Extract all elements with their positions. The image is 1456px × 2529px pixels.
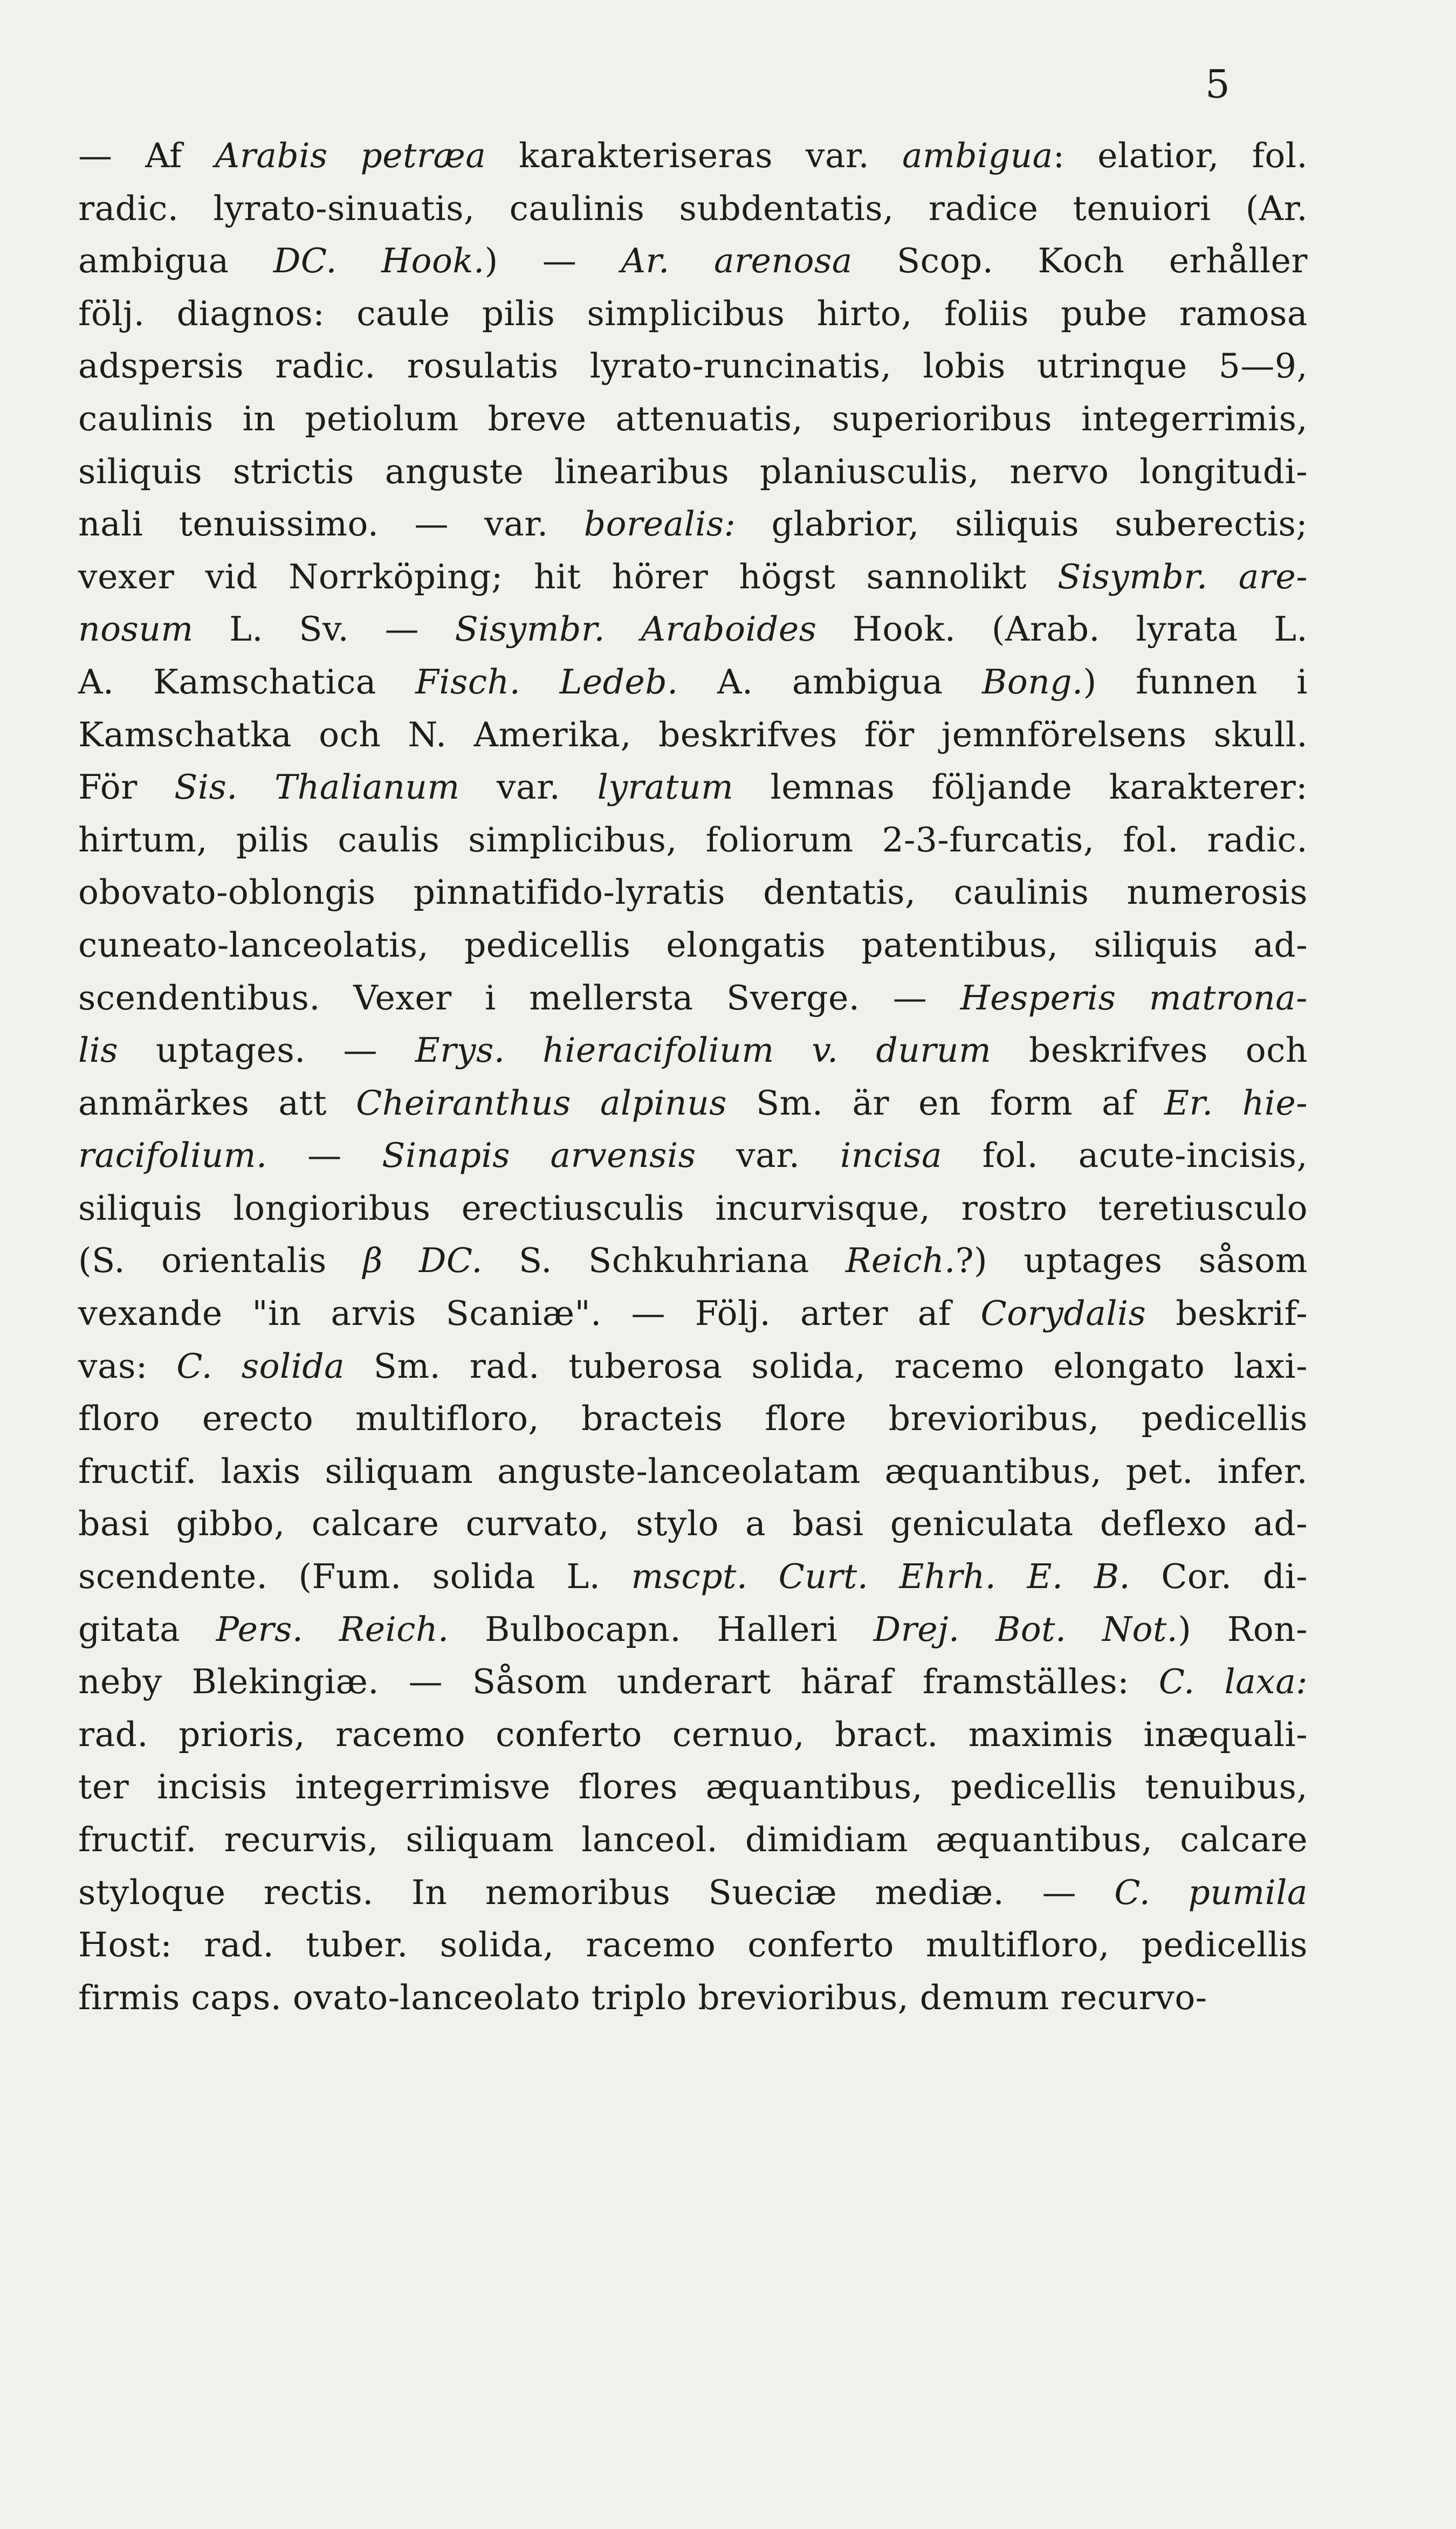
text-segment: cuneato-lanceolatis, pedicellis elongatis patentibus, siliquis ad- bbox=[78, 925, 1308, 965]
italic-text-segment: Ar. arenosa bbox=[621, 241, 853, 281]
italic-text-segment: lis bbox=[78, 1030, 119, 1070]
text-segment: Sm. är en form af bbox=[727, 1083, 1164, 1123]
text-line bbox=[78, 709, 1308, 761]
text-segment: För bbox=[78, 767, 175, 807]
text-line bbox=[78, 919, 1308, 972]
text-segment: scendentibus. Vexer i mellersta Sverge. — bbox=[78, 978, 960, 1018]
text-segment: scendente. (Fum. solida L. bbox=[78, 1557, 631, 1597]
text-segment: var. bbox=[696, 1136, 841, 1176]
text-line bbox=[78, 656, 1308, 709]
text-segment: neby Blekingiæ. — Såsom underart häraf framställes: bbox=[78, 1662, 1159, 1702]
text-segment: floro erecto multifloro, bracteis flore brevioribus, pedicellis bbox=[78, 1399, 1308, 1439]
text-segment: — Af bbox=[78, 136, 215, 175]
italic-text-segment: Cheiranthus alpinus bbox=[356, 1083, 727, 1123]
text-segment: Cor. di- bbox=[1130, 1557, 1308, 1597]
text-line bbox=[78, 1866, 1308, 1919]
text-line bbox=[78, 1655, 1308, 1708]
text-segment: vas: bbox=[78, 1346, 177, 1386]
text-segment: karakteriseras var. bbox=[486, 136, 902, 175]
text-segment: A. ambigua bbox=[678, 662, 982, 702]
text-line bbox=[78, 551, 1308, 603]
text-segment: fructif. laxis siliquam anguste-lanceolatam æquantibus, pet. infer. bbox=[78, 1451, 1308, 1491]
text-segment: Hook. (Arab. lyrata L. bbox=[816, 609, 1308, 649]
text-segment: nali tenuissimo. — var. bbox=[78, 504, 584, 544]
italic-text-segment: DC. Hook. bbox=[273, 241, 485, 281]
text-line bbox=[78, 287, 1308, 340]
text-line bbox=[78, 235, 1308, 287]
text-segment: beskrif- bbox=[1146, 1294, 1308, 1334]
text-segment: Sm. rad. tuberosa solida, racemo elongato laxi- bbox=[345, 1346, 1308, 1386]
italic-text-segment: borealis: bbox=[583, 504, 736, 544]
text-line bbox=[78, 1024, 1308, 1077]
text-line bbox=[78, 1234, 1308, 1287]
text-segment: Scop. Koch erhåller bbox=[852, 241, 1308, 281]
text-line bbox=[78, 761, 1308, 814]
italic-text-segment: Sis. Thalianum bbox=[174, 767, 460, 807]
italic-text-segment: Er. hie- bbox=[1164, 1083, 1308, 1123]
text-segment: firmis caps. ovato-lanceolato triplo brevioribus, demum recurvo- bbox=[78, 1977, 1207, 2017]
text-segment: caulinis in petiolum breve attenuatis, superioribus integerrimis, bbox=[78, 398, 1308, 438]
text-line bbox=[78, 1340, 1308, 1393]
text-line bbox=[78, 1761, 1308, 1813]
text-segment: vexande "in arvis Scaniæ". — Följ. arter af bbox=[78, 1294, 981, 1334]
text-segment: fructif. recurvis, siliquam lanceol. dimidiam æquantibus, calcare bbox=[78, 1820, 1308, 1859]
italic-text-segment: Hesperis matrona- bbox=[960, 978, 1308, 1018]
text-segment: siliquis strictis anguste linearibus planiusculis, nervo longitudi- bbox=[78, 451, 1308, 491]
text-segment: basi gibbo, calcare curvato, stylo a basi geniculata deflexo ad- bbox=[78, 1504, 1308, 1544]
italic-text-segment: mscpt. Curt. Ehrh. E. B. bbox=[631, 1557, 1131, 1597]
text-body bbox=[78, 129, 1308, 2024]
text-line bbox=[78, 814, 1308, 867]
text-line bbox=[78, 1077, 1308, 1130]
page-number: 5 bbox=[1205, 61, 1230, 107]
text-segment: gitata bbox=[78, 1609, 216, 1649]
text-line bbox=[78, 1392, 1308, 1445]
italic-text-segment: Erys. hieracifolium v. durum bbox=[415, 1030, 992, 1070]
italic-text-segment: Drej. Bot. Not. bbox=[873, 1609, 1178, 1649]
text-line bbox=[78, 1129, 1308, 1182]
text-segment: siliquis longioribus erectiusculis incurvisque, rostro teretiusculo bbox=[78, 1188, 1308, 1228]
italic-text-segment: racifolium. bbox=[78, 1136, 267, 1176]
text-segment: vexer vid Norrköping; hit hörer högst sannolikt bbox=[78, 556, 1058, 596]
italic-text-segment: Bong. bbox=[982, 662, 1083, 702]
text-segment: (S. orientalis bbox=[78, 1241, 363, 1281]
italic-text-segment: β DC. bbox=[362, 1241, 483, 1281]
text-segment: ambigua bbox=[78, 241, 273, 281]
text-line bbox=[78, 445, 1308, 498]
text-segment: beskrifves och bbox=[991, 1030, 1308, 1070]
text-line bbox=[78, 182, 1308, 235]
text-line bbox=[78, 1603, 1308, 1656]
text-line bbox=[78, 972, 1308, 1025]
text-line bbox=[78, 340, 1308, 393]
text-line bbox=[78, 1497, 1308, 1550]
text-segment: anmärkes att bbox=[78, 1083, 356, 1123]
italic-text-segment: Pers. Reich. bbox=[216, 1609, 449, 1649]
italic-text-segment: lyratum bbox=[597, 767, 734, 807]
text-line bbox=[78, 1287, 1308, 1340]
text-line bbox=[78, 866, 1308, 919]
italic-text-segment: Sisymbr. are- bbox=[1057, 556, 1308, 596]
text-segment: L. Sv. — bbox=[193, 609, 455, 649]
text-line bbox=[78, 1445, 1308, 1498]
text-segment: Kamschatka och N. Amerika, beskrifves för jemnförelsens skull. bbox=[78, 714, 1308, 754]
text-segment: S. Schkuhriana bbox=[482, 1241, 846, 1281]
text-segment: fol. acute-incisis, bbox=[942, 1136, 1308, 1176]
italic-text-segment: Fisch. Ledeb. bbox=[415, 662, 678, 702]
italic-text-segment: C. laxa: bbox=[1158, 1662, 1308, 1702]
text-segment: rad. prioris, racemo conferto cernuo, bract. maximis inæquali- bbox=[78, 1714, 1308, 1754]
text-segment: A. Kamschatica bbox=[78, 662, 416, 702]
text-segment: ?) uptages såsom bbox=[955, 1241, 1308, 1281]
text-line bbox=[78, 498, 1308, 551]
italic-text-segment: incisa bbox=[840, 1136, 943, 1176]
text-segment: lemnas följande karakterer: bbox=[733, 767, 1308, 807]
text-segment: var. bbox=[459, 767, 597, 807]
italic-text-segment: Sisymbr. Araboides bbox=[455, 609, 817, 649]
text-segment: ) — bbox=[484, 241, 621, 281]
text-segment: adspersis radic. rosulatis lyrato-runcinatis, lobis utrinque 5—9, bbox=[78, 346, 1308, 386]
text-line bbox=[78, 1550, 1308, 1603]
text-segment: hirtum, pilis caulis simplicibus, foliorum 2-3-furcatis, fol. radic. bbox=[78, 820, 1308, 860]
text-segment: obovato-oblongis pinnatifido-lyratis dentatis, caulinis numerosis bbox=[78, 872, 1308, 912]
text-segment: radic. lyrato-sinuatis, caulinis subdentatis, radice tenuiori (Ar. bbox=[78, 188, 1308, 228]
text-segment: ) Ron- bbox=[1178, 1609, 1308, 1649]
italic-text-segment: nosum bbox=[78, 609, 194, 649]
text-segment: Bulbocapn. Halleri bbox=[449, 1609, 874, 1649]
italic-text-segment: Sinapis arvensis bbox=[382, 1136, 696, 1176]
text-segment: — bbox=[267, 1136, 382, 1176]
text-segment: : elatior, fol. bbox=[1053, 136, 1308, 175]
text-line bbox=[78, 1182, 1308, 1235]
text-segment: glabrior, siliquis suberectis; bbox=[736, 504, 1308, 544]
text-line bbox=[78, 1708, 1308, 1761]
text-segment: ) funnen i bbox=[1083, 662, 1308, 702]
text-line bbox=[78, 129, 1308, 182]
text-segment: uptages. — bbox=[118, 1030, 415, 1070]
italic-text-segment: C. solida bbox=[176, 1346, 345, 1386]
text-segment: Host: rad. tuber. solida, racemo conferto multifloro, pedicellis bbox=[78, 1925, 1308, 1965]
text-segment: styloque rectis. In nemoribus Sueciæ mediæ. — bbox=[78, 1872, 1115, 1912]
text-segment: ter incisis integerrimisve flores æquantibus, pedicellis tenuibus, bbox=[78, 1767, 1308, 1807]
text-line bbox=[78, 603, 1308, 656]
italic-text-segment: Reich. bbox=[846, 1241, 956, 1281]
text-line bbox=[78, 1813, 1308, 1866]
italic-text-segment: Arabis petræa bbox=[215, 136, 486, 175]
text-line bbox=[78, 393, 1308, 445]
italic-text-segment: Corydalis bbox=[980, 1294, 1146, 1334]
text-line bbox=[78, 1971, 1308, 2024]
text-segment: följ. diagnos: caule pilis simplicibus hirto, foliis pube ramosa bbox=[78, 293, 1308, 333]
italic-text-segment: C. pumila bbox=[1114, 1872, 1308, 1912]
text-line bbox=[78, 1919, 1308, 1971]
italic-text-segment: ambigua bbox=[902, 136, 1053, 175]
